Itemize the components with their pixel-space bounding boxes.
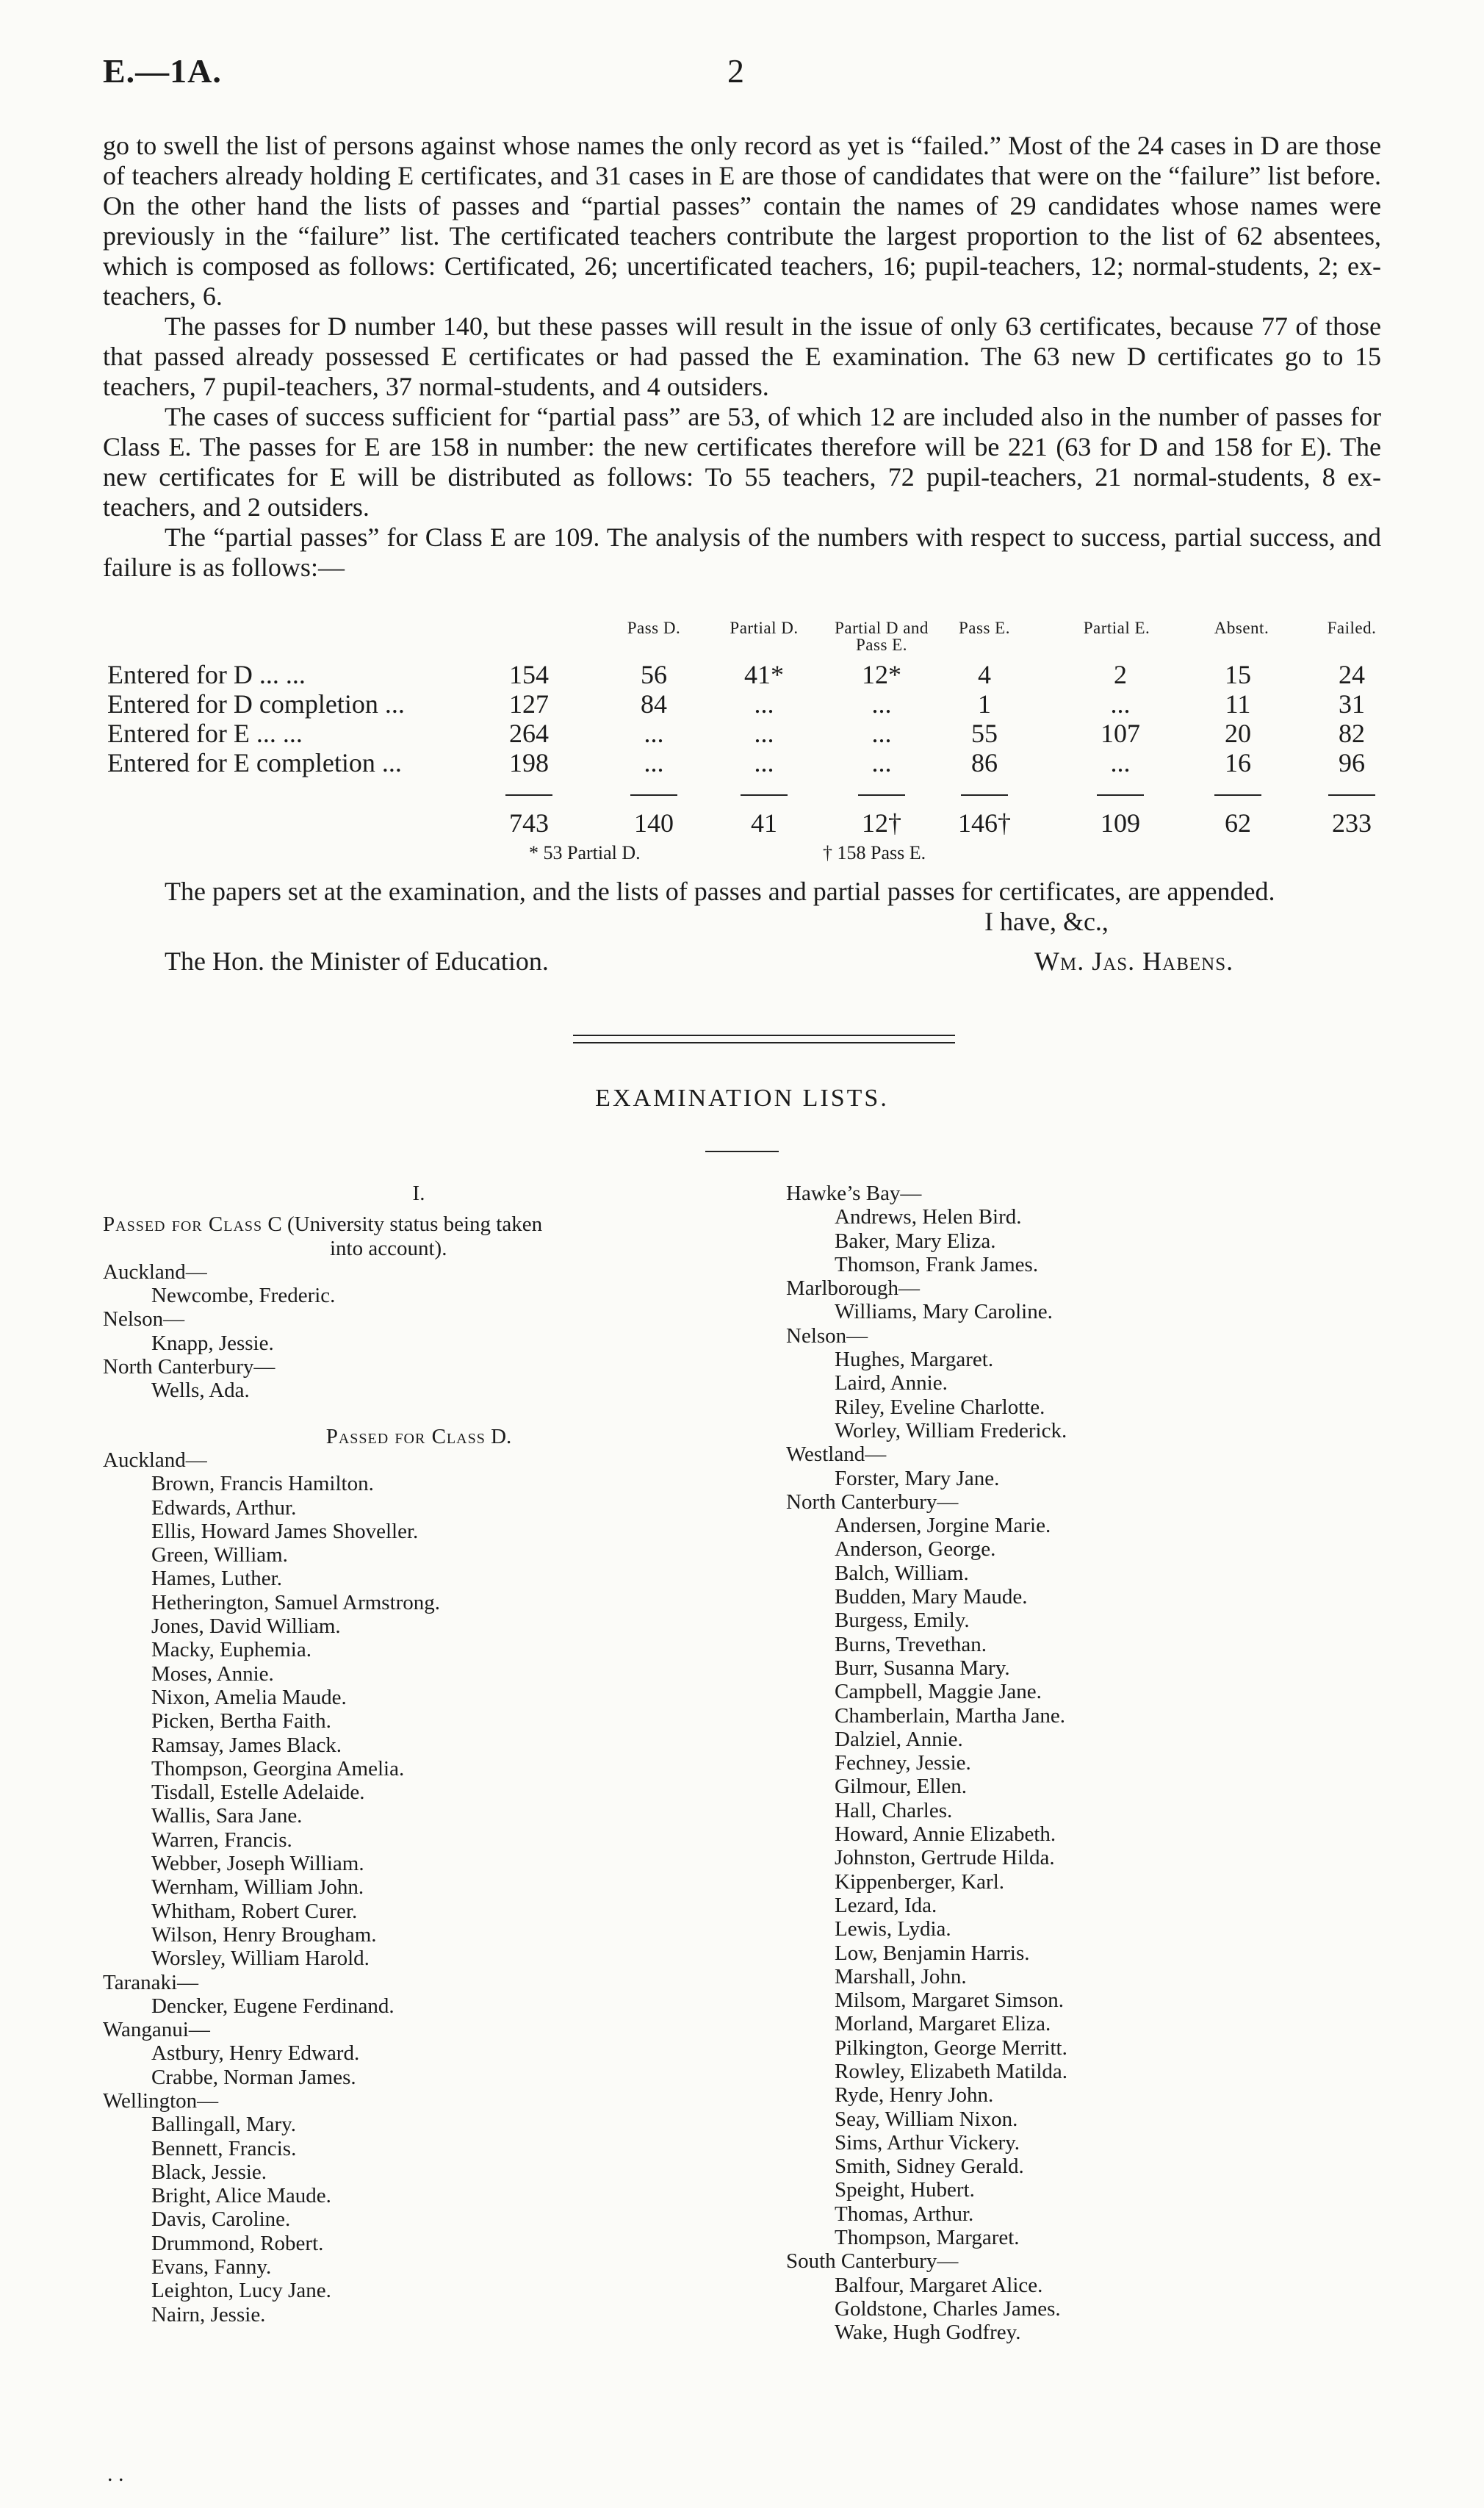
list-item: Wernham, William John.: [151, 1875, 364, 1900]
column-rule: [1328, 794, 1375, 796]
section-number: I.: [412, 1182, 425, 1205]
document-reference: E.—1A.: [103, 52, 222, 90]
column-header: Partial D.: [730, 619, 799, 637]
report-paragraph: The cases of success sufficient for “partial pass” are 53, of which 12 are included also in the number of passes for Class E. The passes for E are 158 in number: the new certificates therefore will be 221 (63 for D and 158 for E). The new certificates for E will be distributed as follows: To 55 teachers, 72 pupil-teachers, 21 normal-students, 8 ex-teachers, and 2 outsiders.: [103, 402, 1381, 522]
table-cell: ...: [871, 748, 892, 777]
column-header: Failed.: [1327, 619, 1377, 637]
region-heading: Wanganui—: [103, 2018, 210, 2042]
list-item: Drummond, Robert.: [151, 2231, 324, 2255]
list-item: Davis, Caroline.: [151, 2207, 291, 2232]
column-header: Pass D.: [627, 619, 681, 637]
lists-title: EXAMINATION LISTS.: [595, 1085, 889, 1112]
report-paragraph: go to swell the list of persons against whose names the only record as yet is “failed.” Most of the 24 cases in D are those of teachers already holding E certificates, and 31 cases in E are those of candidates that were on the “failure” list before. On the other hand the lists of passes and “partial passes” contain the names of 29 candidates whose names were previously in the “failure” list. The certificated teachers contribute the largest proportion to the list of 62 absentees, which is composed as follows: Certificated, 26; uncertificated teachers, 16; pupil-teachers, 12; normal-students, 2; ex-teachers, 6.: [103, 131, 1381, 311]
class-heading-label: Passed for Class: [325, 1424, 486, 1448]
footnote: * 53 Partial D.: [529, 842, 641, 863]
region-heading: Wellington—: [103, 2088, 219, 2113]
total-cell: 41: [751, 808, 777, 838]
table-cell: 56: [641, 660, 667, 689]
list-item: Budden, Mary Maude.: [835, 1585, 1028, 1609]
row-label: Entered for E completion ...: [107, 748, 402, 777]
table-cell: 107: [1101, 719, 1140, 748]
list-item: Nairn, Jessie.: [151, 2302, 266, 2326]
list-item: Macky, Euphemia.: [151, 1638, 311, 1662]
list-item: Lewis, Lydia.: [835, 1917, 951, 1941]
column-header: Pass E.: [959, 619, 1010, 637]
list-item: Wells, Ada.: [151, 1379, 250, 1403]
list-item: Hall, Charles.: [835, 1798, 953, 1822]
right-column: [786, 1182, 1388, 2345]
list-item: Low, Benjamin Harris.: [835, 1941, 1030, 1965]
column-rule: [1214, 794, 1261, 796]
list-item: Warren, Francis.: [151, 1828, 292, 1852]
table-cell: 41*: [744, 660, 784, 689]
list-item: Ramsay, James Black.: [151, 1733, 342, 1757]
region-heading: South Canterbury—: [786, 2249, 959, 2274]
report-paragraph: The passes for D number 140, but these passes will result in the issue of only 63 certificates, because 77 of those that passed already possessed E certificates or had passed the E examination. The 63 new D certificates go to 15 teachers, 7 pupil-teachers, 37 normal-students, and 4 outsiders.: [103, 312, 1381, 401]
table-cell: ...: [871, 719, 892, 748]
table-cell: 15: [1225, 660, 1251, 689]
total-cell: 109: [1101, 808, 1140, 838]
list-item: Thomson, Frank James.: [835, 1252, 1039, 1276]
list-item: Laird, Annie.: [835, 1371, 948, 1395]
list-item: Goldstone, Charles James.: [835, 2296, 1061, 2321]
list-item: Edwards, Arthur.: [151, 1495, 297, 1520]
list-item: Seay, William Nixon.: [835, 2107, 1018, 2131]
table-cell: 12*: [862, 660, 901, 689]
column-rule: [1097, 794, 1144, 796]
list-item: Morland, Margaret Eliza.: [835, 2012, 1051, 2036]
table-cell: ...: [1110, 748, 1131, 777]
double-rule-bottom: [573, 1042, 955, 1043]
list-item: Sims, Arthur Vickery.: [835, 2130, 1020, 2155]
closing-block: [103, 877, 1381, 907]
list-item: Ellis, Howard James Shoveller.: [151, 1519, 419, 1543]
list-item: Speight, Hubert.: [835, 2178, 975, 2202]
signature: Wm. Jas. Habens.: [1034, 946, 1234, 976]
addressee: The Hon. the Minister of Education.: [165, 946, 549, 976]
report-text: [103, 131, 1381, 583]
list-item: Forster, Mary Jane.: [835, 1466, 1000, 1490]
column-header: Partial E.: [1083, 619, 1150, 637]
total-cell: 12†: [862, 808, 901, 838]
table-cell: 154: [509, 660, 549, 689]
list-item: Green, William.: [151, 1543, 288, 1567]
list-item: Howard, Annie Elizabeth.: [835, 1822, 1056, 1847]
column-rule: [741, 794, 788, 796]
list-item: Williams, Mary Caroline.: [835, 1300, 1053, 1324]
list-item: Picken, Bertha Faith.: [151, 1709, 331, 1733]
sign-off: I have, &c.,: [984, 907, 1109, 936]
list-item: Jones, David William.: [151, 1614, 341, 1639]
list-item: Knapp, Jessie.: [151, 1331, 274, 1355]
list-item: Thompson, Georgina Amelia.: [151, 1756, 405, 1781]
list-item: Lezard, Ida.: [835, 1893, 937, 1917]
table-cell: 82: [1339, 719, 1365, 748]
table-cell: 31: [1339, 689, 1365, 719]
class-c-heading: [103, 1212, 735, 1236]
class-heading-detail: D.: [491, 1424, 512, 1448]
list-item: Andersen, Jorgine Marie.: [835, 1514, 1051, 1538]
list-item: Crabbe, Norman James.: [151, 2065, 356, 2089]
region-heading: Auckland—: [103, 1260, 207, 1284]
list-item: Dalziel, Annie.: [835, 1727, 963, 1751]
column-rule: [630, 794, 677, 796]
list-item: Evans, Fanny.: [151, 2255, 272, 2279]
list-item: Campbell, Maggie Jane.: [835, 1680, 1042, 1704]
class-heading-detail: into account).: [330, 1236, 447, 1260]
table-cell: 127: [509, 689, 549, 719]
list-item: Smith, Sidney Gerald.: [835, 2155, 1024, 2179]
list-item: Kippenberger, Karl.: [835, 1869, 1005, 1894]
list-item: Rowley, Elizabeth Matilda.: [835, 2059, 1068, 2083]
list-item: Johnston, Gertrude Hilda.: [835, 1846, 1055, 1870]
list-item: Milsom, Margaret Simson.: [835, 1988, 1065, 2013]
table-cell: 1: [978, 689, 991, 719]
class-d-heading: [103, 1425, 735, 1448]
list-item: Gilmour, Ellen.: [835, 1775, 968, 1799]
list-item: Tisdall, Estelle Adelaide.: [151, 1781, 365, 1805]
region-heading: Marlborough—: [786, 1276, 921, 1301]
list-item: Marshall, John.: [835, 1964, 967, 1988]
list-item: Moses, Annie.: [151, 1661, 274, 1686]
left-column: [103, 1182, 735, 2326]
list-item: Webber, Joseph William.: [151, 1852, 364, 1876]
column-rule: [858, 794, 905, 796]
list-item: Balfour, Margaret Alice.: [835, 2273, 1043, 2297]
list-item: Anderson, George.: [835, 1537, 996, 1562]
list-item: Ballingall, Mary.: [151, 2113, 297, 2137]
list-item: Leighton, Lucy Jane.: [151, 2279, 331, 2303]
list-item: Balch, William.: [835, 1561, 969, 1585]
list-item: Thompson, Margaret.: [835, 2226, 1020, 2250]
region-heading: Nelson—: [786, 1323, 868, 1348]
total-cell: 140: [634, 808, 674, 838]
region-heading: Westland—: [786, 1442, 887, 1467]
page-number: 2: [727, 52, 744, 90]
column-rule: [961, 794, 1008, 796]
column-header: Partial D and Pass E.: [835, 619, 929, 654]
row-label: Entered for D ... ...: [107, 660, 306, 689]
total-cell: 743: [509, 808, 549, 838]
list-item: Astbury, Henry Edward.: [151, 2041, 360, 2066]
list-item: Ryde, Henry John.: [835, 2083, 994, 2108]
list-item: Riley, Eveline Charlotte.: [835, 1395, 1045, 1419]
total-cell: 233: [1332, 808, 1372, 838]
list-item: Burns, Trevethan.: [835, 1632, 987, 1656]
list-item: Black, Jessie.: [151, 2160, 267, 2184]
list-item: Brown, Francis Hamilton.: [151, 1472, 374, 1496]
list-item: Wilson, Henry Brougham.: [151, 1922, 377, 1947]
list-item: Newcombe, Frederic.: [151, 1284, 336, 1308]
class-heading-label: Passed for Class: [103, 1212, 263, 1237]
list-item: Pilkington, George Merritt.: [835, 2035, 1067, 2060]
list-item: Bennett, Francis.: [151, 2136, 297, 2160]
list-item: Baker, Mary Eliza.: [835, 1229, 996, 1253]
column-header: Absent.: [1214, 619, 1269, 637]
list-item: Worley, William Frederick.: [835, 1418, 1067, 1442]
table-cell: 86: [971, 748, 998, 777]
list-item: Chamberlain, Martha Jane.: [835, 1703, 1066, 1728]
total-cell: 62: [1225, 808, 1251, 838]
list-item: Hetherington, Samuel Armstrong.: [151, 1590, 441, 1614]
table-cell: 55: [971, 719, 998, 748]
region-heading: Hawke’s Bay—: [786, 1182, 922, 1205]
table-cell: ...: [754, 689, 774, 719]
list-item: Dencker, Eugene Ferdinand.: [151, 1994, 395, 2018]
table-cell: 4: [978, 660, 991, 689]
list-item: Burgess, Emily.: [835, 1609, 970, 1633]
table-cell: 20: [1225, 719, 1251, 748]
list-item: Wallis, Sara Jane.: [151, 1804, 303, 1828]
list-item: Andrews, Helen Bird.: [835, 1205, 1022, 1229]
list-item: Fechney, Jessie.: [835, 1751, 971, 1775]
table-cell: 2: [1114, 660, 1127, 689]
region-heading: North Canterbury—: [103, 1355, 275, 1379]
table-cell: ...: [754, 748, 774, 777]
row-label: Entered for E ... ...: [107, 719, 303, 748]
title-rule: [705, 1151, 779, 1152]
report-paragraph: The “partial passes” for Class E are 109. The analysis of the numbers with respect to success, partial success, and failure is as follows:—: [103, 522, 1381, 582]
footnote: † 158 Pass E.: [823, 842, 926, 863]
table-cell: 96: [1339, 748, 1365, 777]
table-cell: 84: [641, 689, 667, 719]
table-cell: ...: [871, 689, 892, 719]
table-cell: 24: [1339, 660, 1365, 689]
total-cell: 146†: [958, 808, 1011, 838]
table-cell: ...: [644, 748, 664, 777]
closing-text: The papers set at the examination, and the lists of passes and partial passes for certificates, are appended.: [165, 877, 1275, 906]
region-heading: North Canterbury—: [786, 1490, 959, 1514]
table-cell: 264: [509, 719, 549, 748]
region-heading: Nelson—: [103, 1307, 185, 1332]
table-cell: ...: [644, 719, 664, 748]
class-heading-detail: C (University status being taken: [267, 1212, 543, 1237]
list-item: Whitham, Robert Curer.: [151, 1899, 358, 1923]
table-cell: ...: [1110, 689, 1131, 719]
list-item: Bright, Alice Maude.: [151, 2184, 331, 2208]
region-heading: Auckland—: [103, 1448, 207, 1472]
list-item: Hames, Luther.: [151, 1567, 282, 1591]
list-item: Thomas, Arthur.: [835, 2202, 974, 2226]
column-rule: [505, 794, 552, 796]
list-item: Worsley, William Harold.: [151, 1947, 370, 1971]
list-item: Wake, Hugh Godfrey.: [835, 2321, 1021, 2345]
stray-marks: . .: [107, 2462, 124, 2486]
list-item: Hughes, Margaret.: [835, 1348, 994, 1372]
table-cell: 16: [1225, 748, 1251, 777]
region-heading: Taranaki—: [103, 1970, 199, 1994]
table-cell: 198: [509, 748, 549, 777]
list-item: Nixon, Amelia Maude.: [151, 1685, 347, 1709]
list-item: Burr, Susanna Mary.: [835, 1656, 1010, 1680]
table-cell: ...: [754, 719, 774, 748]
row-label: Entered for D completion ...: [107, 689, 405, 719]
table-cell: 11: [1225, 689, 1251, 719]
double-rule-top: [573, 1035, 955, 1036]
